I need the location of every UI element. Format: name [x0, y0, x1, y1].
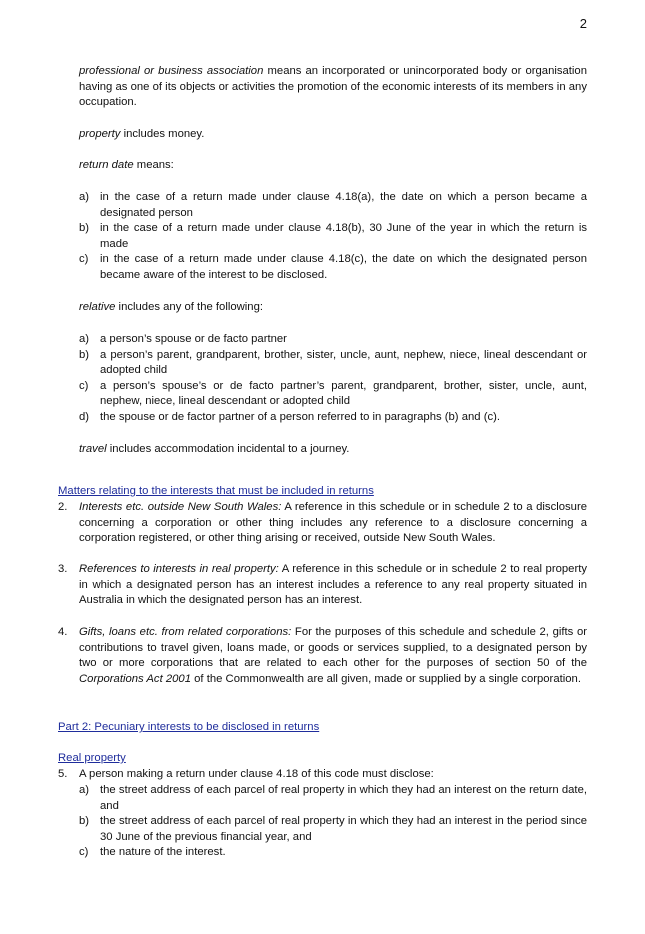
def-relative: relative includes any of the following:: [79, 301, 263, 313]
list-item: b) the street address of each parcel of real property in which they had an interest in the period since 30 June of the previous financial year, and: [79, 815, 587, 843]
list-item: c) the nature of the interest.: [79, 846, 226, 859]
list-item: a) in the case of a return made under clause 4.18(a), the date on which a person became a designated person: [79, 191, 587, 219]
clause-2: 2. Interests etc. outside New South Wales: A reference in this schedule or in schedule 2 to a disclosure concerning a corporation or other thing includes any reference to a disclosure concerning a corporation registered, or other thing arising or received, outside New South Wales.: [58, 501, 587, 545]
list-item: a) the street address of each parcel of real property in which they had an interest on the return date, and: [79, 784, 587, 812]
def-professional: professional or business association means an incorporated or unincorporated body or organisation having as one of its objects or activities the promotion of the economic interests of its members in any occupation.: [79, 65, 588, 109]
clause-4: 4. Gifts, loans etc. from related corporations: For the purposes of this schedule and schedule 2, gifts or contributions to travel given, loans made, or goods or services supplied, to a designated person by two or more corporations that are related to each other for the purposes of section 50 of the Corporations Act 2001 of the Commonwealth are all given, made or supplied by a single corporation.: [58, 626, 587, 685]
part2-heading: Part 2: Pecuniary interests to be disclosed in returns: [58, 721, 320, 733]
list-item: d) the spouse or de factor partner of a person referred to in paragraphs (b) and (c).: [79, 410, 501, 423]
list-item: c) in the case of a return made under clause 4.18(c), the date on which the designated person became aware of the interest to be disclosed.: [79, 253, 587, 281]
page-number: 2: [579, 16, 587, 31]
list-item: a) a person’s spouse or de facto partner: [79, 333, 287, 345]
list-item: b) a person’s parent, grandparent, brother, sister, uncle, aunt, nephew, niece, lineal descendant or adopted child: [79, 348, 587, 377]
clause-5-list: [79, 783, 587, 861]
real-property-heading: Real property: [58, 752, 126, 764]
list-item: c) a person’s spouse’s or de facto partner’s parent, grandparent, brother, sister, uncle, aunt, nephew, niece, lineal descendant or adopted child: [79, 379, 587, 408]
def-travel: travel includes accommodation incidental to a journey.: [79, 443, 350, 455]
clause-3: 3. References to interests in real property: A reference in this schedule or in schedule 2 to real property in which a designated person has an interest includes a reference to any real property situated in Australia in which the designated person has an interest.: [58, 563, 588, 607]
def-property: property includes money.: [79, 128, 205, 140]
matters-heading: Matters relating to the interests that must be included in returns: [58, 485, 374, 497]
return-date-list: [79, 190, 587, 284]
list-item: b) in the case of a return made under clause 4.18(b), 30 June of the year in which the return is made: [79, 222, 587, 250]
clause-5: 5. A person making a return under clause 4.18 of this code must disclose:: [58, 768, 434, 780]
relative-list: [79, 332, 587, 426]
def-return-date: return date means:: [79, 159, 174, 171]
